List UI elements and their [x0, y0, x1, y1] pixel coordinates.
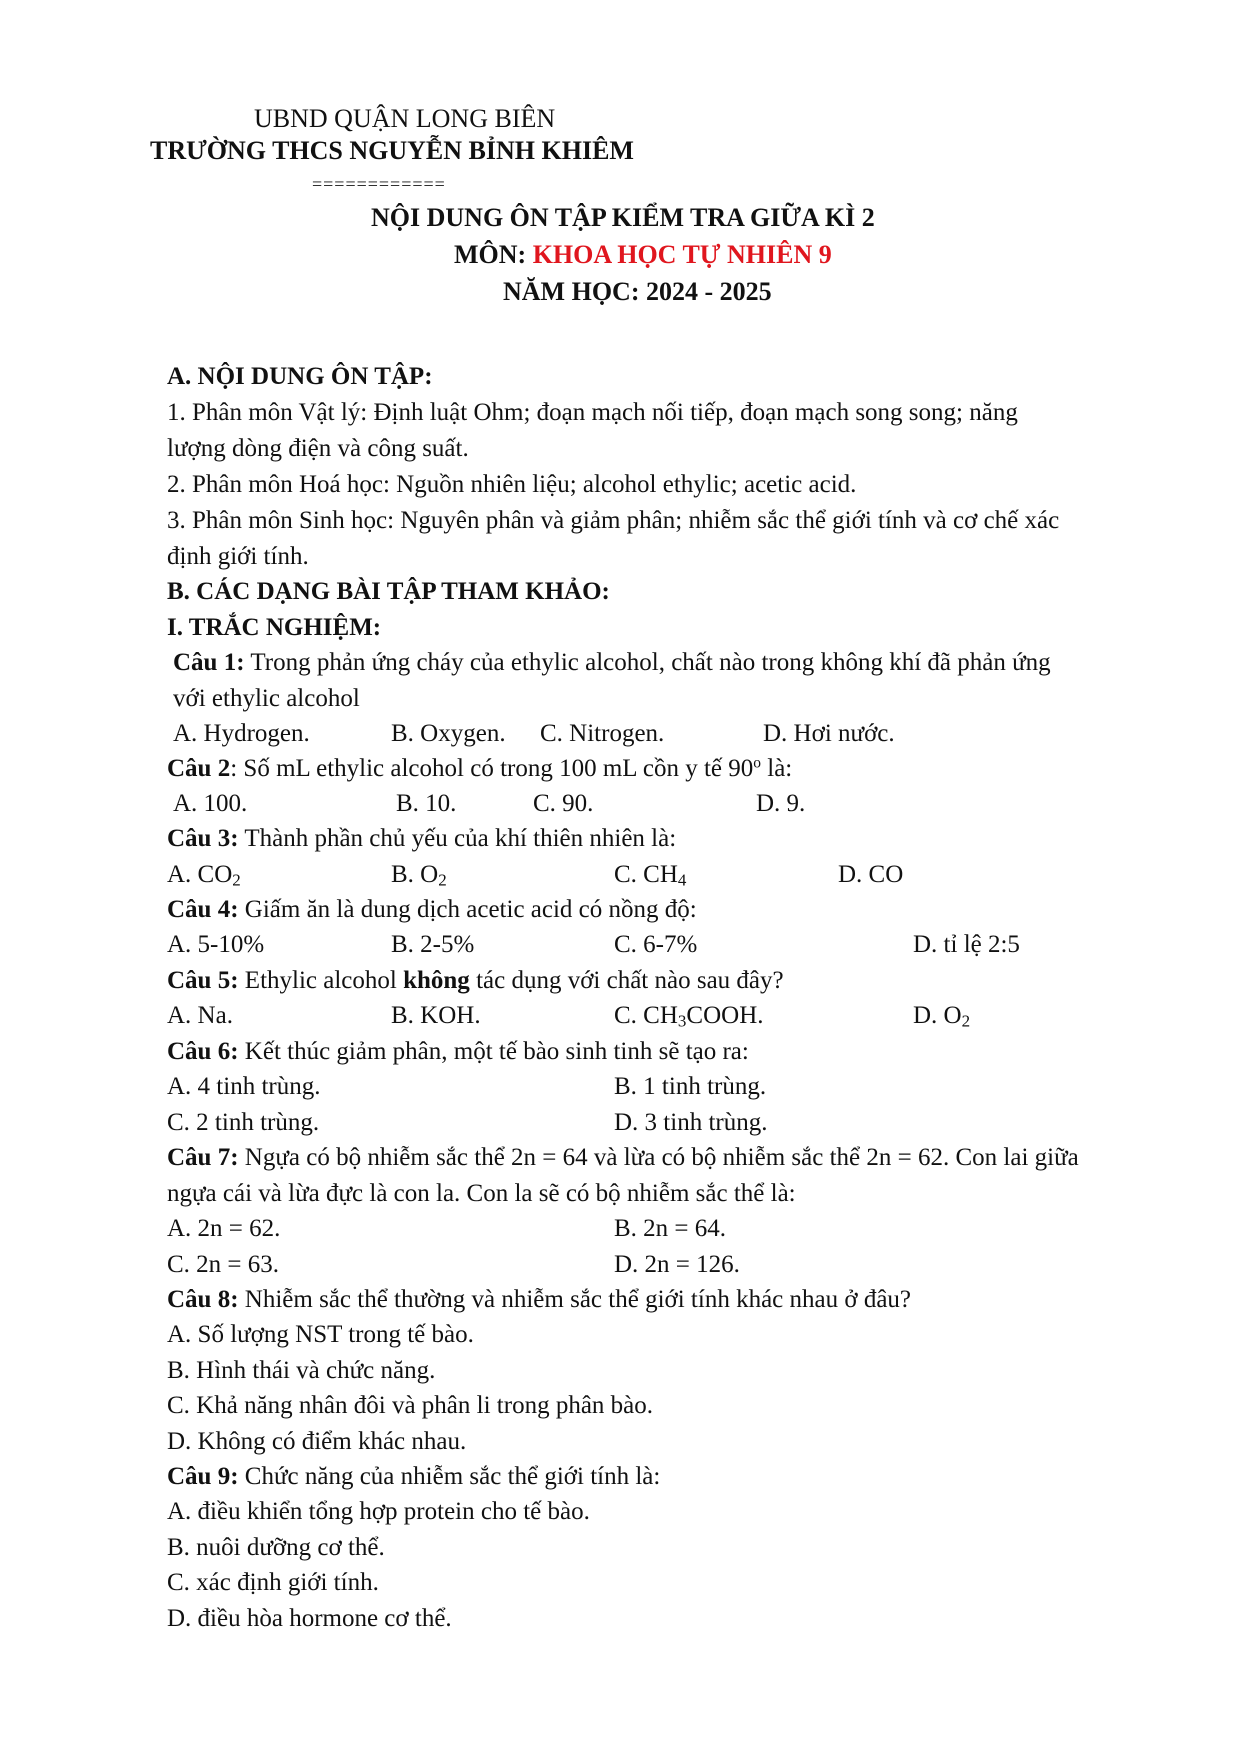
question-text: Chức năng của nhiễm sắc thể giới tính là:	[238, 1463, 661, 1490]
q6-option-c: C. 2 tinh trùng.	[167, 1109, 320, 1136]
section-a-item-1: 1. Phân môn Vật lý: Định luật Ohm; đoạn mạch nối tiếp, đoạn mạch song song; năng	[167, 399, 1018, 426]
question-text: Giấm ăn là dung dịch acetic acid có nồng độ:	[238, 896, 697, 923]
q6-option-a: A. 4 tinh trùng.	[167, 1073, 321, 1100]
q4-option-c: C. 6-7%	[614, 931, 698, 958]
q7-option-b: B. 2n = 64.	[614, 1215, 727, 1242]
q5-option-b: B. KOH.	[391, 1002, 481, 1029]
q2-option-c: C. 90.	[533, 790, 594, 817]
question-text: Trong phản ứng cháy của ethylic alcohol, chất nào trong không khí đã phản ứng	[244, 649, 1051, 676]
option-text: A. CO	[167, 861, 233, 888]
q9-option-a: A. điều khiển tổng hợp protein cho tế bào.	[167, 1498, 590, 1525]
question-text: Kết thúc giảm phân, một tế bào sinh tinh sẽ tạo ra:	[238, 1038, 749, 1065]
question-text-end: là:	[761, 755, 793, 782]
question-5	[167, 966, 784, 996]
q7-option-d: D. 2n = 126.	[614, 1251, 740, 1278]
question-label: Câu 3:	[167, 825, 239, 852]
question-3	[167, 824, 676, 854]
q8-option-b: B. Hình thái và chức năng.	[167, 1357, 436, 1384]
section-a-item-3-cont: định giới tính.	[167, 543, 309, 570]
question-6	[167, 1037, 749, 1067]
question-label: Câu 7:	[167, 1144, 239, 1171]
option-text-end: COOH.	[686, 1002, 764, 1029]
emphasis-word: không	[403, 967, 470, 994]
header-separator: ============	[312, 174, 446, 194]
q1-option-d: D. Hơi nước.	[763, 720, 895, 747]
section-a-heading: A. NỘI DUNG ÔN TẬP:	[167, 363, 433, 390]
degree-superscript: o	[753, 754, 762, 772]
q8-option-d: D. Không có điểm khác nhau.	[167, 1428, 467, 1455]
question-text: Nhiễm sắc thể thường và nhiễm sắc thể giới tính khác nhau ở đâu?	[238, 1286, 912, 1313]
question-text: Thành phần chủ yếu của khí thiên nhiên là:	[238, 825, 677, 852]
q8-option-c: C. Khả năng nhân đôi và phân li trong phân bào.	[167, 1392, 654, 1419]
q6-option-b: B. 1 tinh trùng.	[614, 1073, 767, 1100]
q3-option-c	[614, 860, 686, 890]
section-a-item-1-cont: lượng dòng điện và công suất.	[167, 435, 469, 462]
document-title: NỘI DUNG ÔN TẬP KIỂM TRA GIỮA KÌ 2	[371, 203, 875, 232]
option-text: C. CH	[614, 1002, 678, 1029]
question-label: Câu 9:	[167, 1463, 239, 1490]
q4-option-d: D. tỉ lệ 2:5	[913, 931, 1020, 958]
subscript: 2	[438, 870, 447, 890]
subject-line	[454, 240, 832, 270]
part-1-heading: I. TRẮC NGHIỆM:	[167, 614, 382, 641]
question-label: Câu 5:	[167, 967, 239, 994]
question-9	[167, 1462, 660, 1492]
subscript: 2	[232, 870, 241, 890]
q7-option-c: C. 2n = 63.	[167, 1251, 280, 1278]
option-text: C. CH	[614, 861, 678, 888]
option-text: D. O	[913, 1002, 962, 1029]
q9-option-c: C. xác định giới tính.	[167, 1569, 379, 1596]
question-label: Câu 2	[167, 755, 231, 782]
q2-option-b: B. 10.	[396, 790, 457, 817]
subscript: 3	[677, 1011, 687, 1031]
question-8	[167, 1285, 911, 1315]
subject-name: KHOA HỌC TỰ NHIÊN 9	[532, 240, 832, 269]
school-name: TRƯỜNG THCS NGUYỄN BỈNH KHIÊM	[150, 136, 634, 165]
q2-option-a: A. 100.	[173, 790, 248, 817]
question-7	[167, 1143, 1079, 1173]
question-2	[167, 754, 792, 784]
question-text: : Số mL ethylic alcohol có trong 100 mL cồn y tế 90	[230, 755, 754, 782]
q1-option-a: A. Hydrogen.	[173, 720, 310, 747]
subject-label: MÔN:	[454, 240, 533, 269]
question-text: Ngựa có bộ nhiễm sắc thể 2n = 64 và lừa có bộ nhiễm sắc thể 2n = 62. Con lai giữa	[238, 1144, 1079, 1171]
question-label: Câu 4:	[167, 896, 239, 923]
q7-option-a: A. 2n = 62.	[167, 1215, 281, 1242]
question-4	[167, 895, 697, 925]
q5-option-d	[913, 1001, 970, 1031]
question-label: Câu 8:	[167, 1286, 239, 1313]
q3-option-b	[391, 860, 447, 890]
q8-option-a: A. Số lượng NST trong tế bào.	[167, 1321, 474, 1348]
q2-option-d: D. 9.	[756, 790, 806, 817]
question-7-cont: ngựa cái và lừa đực là con la. Con la sẽ có bộ nhiễm sắc thể là:	[167, 1180, 796, 1207]
question-text: Ethylic alcohol	[238, 967, 404, 994]
question-1	[173, 648, 1051, 678]
district-name: UBND QUẬN LONG BIÊN	[254, 104, 556, 133]
q9-option-d: D. điều hòa hormone cơ thể.	[167, 1605, 452, 1632]
q1-option-c: C. Nitrogen.	[540, 720, 665, 747]
q9-option-b: B. nuôi dưỡng cơ thể.	[167, 1534, 385, 1561]
subscript: 2	[961, 1011, 971, 1031]
q3-option-a	[167, 860, 241, 890]
q6-option-d: D. 3 tinh trùng.	[614, 1109, 768, 1136]
q1-option-b: B. Oxygen.	[391, 720, 506, 747]
school-year: NĂM HỌC: 2024 - 2025	[503, 277, 772, 306]
q5-option-c	[614, 1001, 764, 1031]
question-text-end: tác dụng với chất nào sau đây?	[469, 967, 784, 994]
section-a-item-3: 3. Phân môn Sinh học: Nguyên phân và giảm phân; nhiễm sắc thể giới tính và cơ chế xác	[167, 507, 1060, 534]
question-label: Câu 1:	[173, 649, 245, 676]
subscript: 4	[677, 870, 687, 890]
question-1-cont: với ethylic alcohol	[173, 685, 360, 712]
q5-option-a: A. Na.	[167, 1002, 233, 1029]
question-label: Câu 6:	[167, 1038, 239, 1065]
q4-option-b: B. 2-5%	[391, 931, 475, 958]
option-text: B. O	[391, 861, 439, 888]
section-b-heading: B. CÁC DẠNG BÀI TẬP THAM KHẢO:	[167, 578, 610, 605]
section-a-item-2: 2. Phân môn Hoá học: Nguồn nhiên liệu; alcohol ethylic; acetic acid.	[167, 471, 857, 498]
q4-option-a: A. 5-10%	[167, 931, 265, 958]
q3-option-d: D. CO	[838, 861, 904, 888]
